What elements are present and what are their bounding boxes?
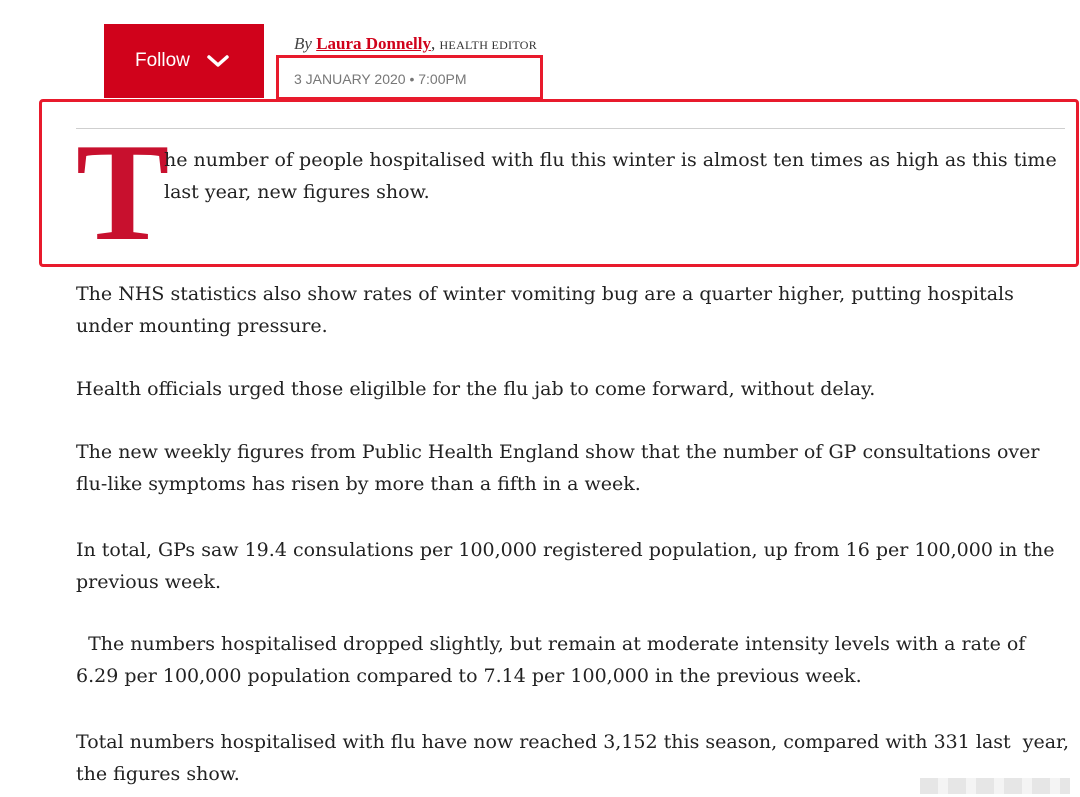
author-role: HEALTH EDITOR xyxy=(439,38,538,52)
byline-prefix: By xyxy=(294,34,312,53)
date-highlight-box xyxy=(276,55,543,100)
article-paragraph: In total, GPs saw 19.4 consulations per 100,000 registered population, up from 16 per 100,000 in the previous week. xyxy=(76,539,1055,593)
article-paragraph: The NHS statistics also show rates of winter vomiting bug are a quarter higher, putting hospitals under mounting pressure. xyxy=(76,283,1014,337)
article-intro: he number of people hospitalised with flu this winter is almost ten times as high as this time last year, new figures show. xyxy=(164,149,1057,203)
publish-date: 3 JANUARY 2020 • 7:00PM xyxy=(294,71,467,87)
intro-highlight-box xyxy=(39,99,1079,270)
follow-label: Follow xyxy=(135,50,190,71)
watermark xyxy=(920,778,1070,794)
author-link[interactable]: Laura Donnelly xyxy=(316,34,431,53)
byline xyxy=(294,34,537,54)
article-paragraph: Total numbers hospitalised with flu have now reached 3,152 this season, compared with 331 last year, the figures show. xyxy=(76,731,1076,785)
article-paragraph: The new weekly figures from Public Health England show that the number of GP consultations over flu-like symptoms has risen by more than a fifth in a week. xyxy=(76,441,1040,495)
article-paragraph: Health officials urged those eligilble for the flu jab to come forward, without delay. xyxy=(76,378,876,400)
drop-cap: T xyxy=(76,115,170,270)
article-paragraph: The numbers hospitalised dropped slightly, but remain at moderate intensity levels with a rate of 6.29 per 100,000 population compared to 7.14 per 100,000 in the previous week. xyxy=(76,633,1032,687)
follow-button[interactable] xyxy=(104,24,264,98)
chevron-down-icon xyxy=(206,54,230,68)
byline-separator: , xyxy=(430,34,436,53)
